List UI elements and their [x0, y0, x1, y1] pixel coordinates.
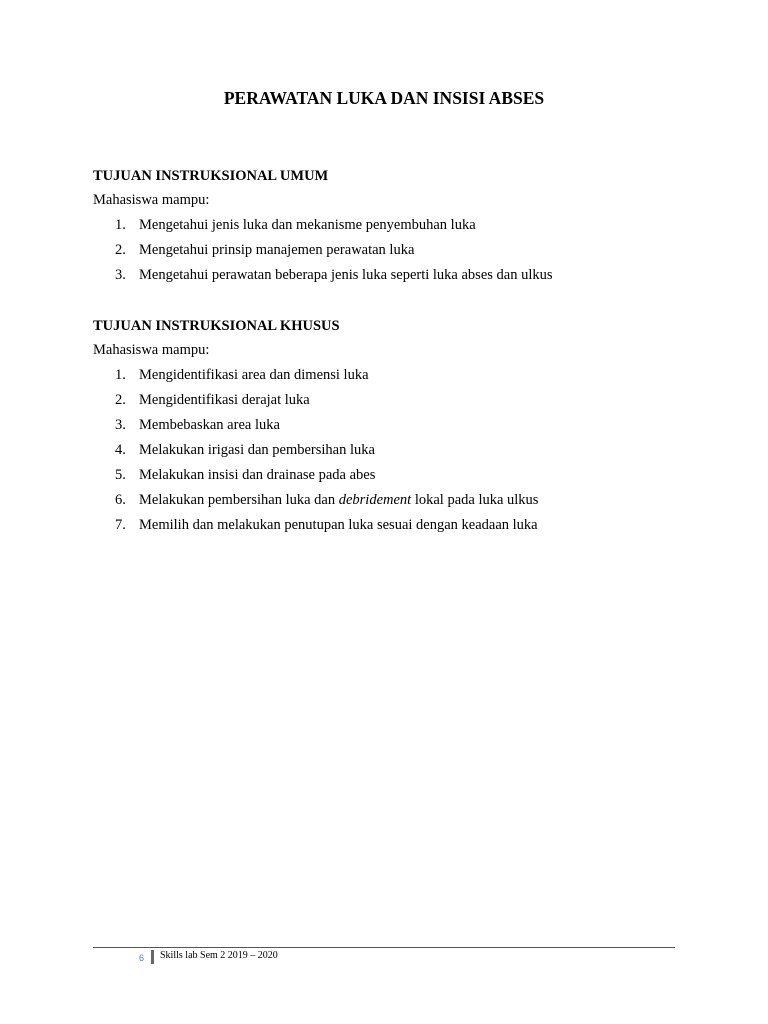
list-text: Mengidentifikasi derajat luka — [139, 392, 310, 408]
list-item — [93, 265, 693, 285]
list-text-after: lokal pada luka ulkus — [411, 492, 539, 508]
list-text: Mengetahui prinsip manajemen perawatan luka — [139, 242, 415, 258]
footer-page-number: 6 — [139, 953, 145, 963]
document-title: PERAWATAN LUKA DAN INSISI ABSES — [223, 88, 545, 108]
list-item — [93, 365, 693, 385]
list-item — [93, 415, 693, 435]
list-number: 2. — [115, 392, 126, 408]
footer-text: Skills lab Sem 2 2019 – 2020 — [160, 950, 278, 961]
list-number: 5. — [115, 467, 126, 483]
objective-list — [93, 365, 693, 535]
list-item — [93, 240, 693, 260]
list-item — [93, 490, 693, 510]
list-text: Memilih dan melakukan penutupan luka sesuai dengan keadaan luka — [139, 517, 538, 533]
list-number: 6. — [115, 492, 126, 508]
list-number: 2. — [115, 242, 126, 258]
section-heading: TUJUAN INSTRUKSIONAL UMUM — [93, 168, 329, 184]
list-item — [93, 515, 693, 535]
section-general-objectives — [93, 166, 693, 285]
list-text: Melakukan irigasi dan pembersihan luka — [139, 442, 375, 458]
list-number: 1. — [115, 217, 126, 233]
footer-separator-bar — [151, 950, 154, 964]
list-text: Melakukan insisi dan drainase pada abes — [139, 467, 376, 483]
list-item — [93, 390, 693, 410]
list-text-before: Melakukan pembersihan luka dan — [139, 492, 339, 508]
section-intro: Mahasiswa mampu: — [93, 342, 210, 358]
section-specific-objectives — [93, 316, 693, 535]
list-item — [93, 215, 693, 235]
list-text: Mengetahui jenis luka dan mekanisme penyembuhan luka — [139, 217, 476, 233]
list-number: 1. — [115, 367, 126, 383]
list-item — [93, 440, 693, 460]
list-number: 3. — [115, 417, 126, 433]
list-text: Membebaskan area luka — [139, 417, 280, 433]
list-text-italic: debridement — [338, 492, 412, 508]
list-item — [93, 465, 693, 485]
list-text: Mengetahui perawatan beberapa jenis luka seperti luka abses dan ulkus — [139, 267, 553, 283]
objective-list — [93, 215, 693, 285]
list-number: 7. — [115, 517, 126, 533]
section-intro: Mahasiswa mampu: — [93, 192, 210, 208]
footer-divider — [93, 947, 675, 948]
list-text: Mengidentifikasi area dan dimensi luka — [139, 367, 369, 383]
section-heading: TUJUAN INSTRUKSIONAL KHUSUS — [93, 318, 340, 334]
list-number: 3. — [115, 267, 126, 283]
list-number: 4. — [115, 442, 126, 458]
